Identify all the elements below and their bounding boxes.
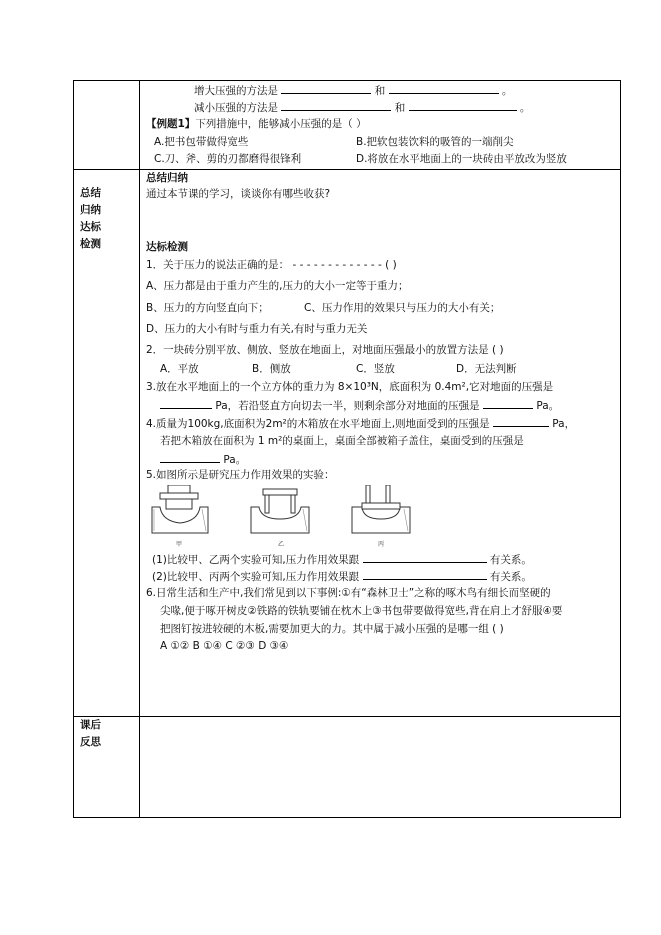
q5-text: (2)比较甲、丙两个实验可知,压力作用效果跟 [152, 571, 360, 583]
decrease-pressure-line [194, 99, 530, 116]
example-text: 下列措施中，能够减小压强的是（ ） [195, 118, 367, 130]
row-divider-2 [74, 716, 620, 717]
question-1: 1．关于压力的说法正确的是： - - - - - - - - - - - - - ( ) [146, 259, 397, 271]
answer-blank[interactable] [281, 82, 371, 94]
answer-blank[interactable] [409, 99, 517, 111]
decrease-label: 减小压强的方法是 [194, 102, 278, 114]
question-4-line-2: 若把木箱放在面积为 1 m²的桌面上，桌面全部被箱子盖住，桌面受到的压强是 [160, 435, 524, 447]
question-5-part-2 [152, 568, 532, 585]
answer-blank[interactable] [483, 397, 533, 409]
question-3-line-2 [160, 397, 559, 414]
question-1-option-a: A、压力都是由于重力产生的,压力的大小一定等于重力； [146, 280, 409, 292]
q4-unit: Pa， [552, 418, 576, 430]
end-punct: 。 [501, 85, 513, 97]
figure-caption: 丙 [378, 541, 385, 548]
end-punct: 。 [519, 102, 531, 114]
q5-text: 有关系。 [489, 571, 532, 583]
q3-unit: Pa。 [536, 400, 560, 412]
increase-label: 增大压强的方法是 [194, 85, 278, 97]
example-option-a: A.把书包带做得宽些 [154, 136, 249, 148]
reflection-side-label [80, 717, 101, 751]
summary-title: 总结归纳 [146, 172, 188, 184]
q4-unit: Pa。 [223, 454, 247, 466]
question-1-option-b: B、压力的方向竖直向下； [146, 302, 269, 314]
worksheet-table [73, 80, 621, 818]
question-4-line-3 [160, 451, 246, 468]
question-6-line-3: 把图钉按进较硬的木板,需要加更大的力。其中属于减小压强的是哪一组 ( ) [160, 623, 504, 635]
question-3-line-1: 3.放在水平地面上的一个立方体的重力为 8×10³N，底面积为 0.4m²,它对地面的压强是 [146, 381, 554, 393]
side-label-line: 课后 [80, 719, 101, 731]
figure-caption: 甲 [176, 541, 183, 548]
question-2: 2．一块砖分别平放、侧放、竖放在地面上，对地面压强最小的放置方法是 ( ) [146, 344, 504, 356]
question-5: 5.如图所示是研究压力作用效果的实验： [146, 469, 335, 481]
q3-text: Pa，若沿竖直方向切去一半，则剩余部分对地面的压强是 [215, 400, 480, 412]
side-label-line: 反思 [80, 736, 101, 748]
and-text: 和 [394, 102, 406, 114]
q5-text: (1)比较甲、乙两个实验可知,压力作用效果跟 [152, 554, 360, 566]
question-1-option-c: C、压力作用的效果只与压力的大小有关； [304, 302, 501, 314]
figure-yi [249, 485, 311, 537]
example-title: 【例题1】 [146, 118, 196, 130]
answer-blank[interactable] [160, 451, 220, 463]
figure-jia [150, 485, 210, 537]
example-option-d: D.将放在水平地面上的一块砖由平放改为竖放 [356, 153, 567, 165]
question-1-option-d: D、压力的大小有时与重力有关,有时与重力无关 [146, 323, 368, 335]
figure-caption: 乙 [278, 541, 285, 548]
figure-bing [350, 485, 412, 537]
test-title: 达标检测 [146, 241, 188, 253]
answer-blank[interactable] [281, 99, 391, 111]
answer-blank[interactable] [363, 551, 487, 563]
example-question [146, 116, 367, 132]
answer-blank[interactable] [160, 397, 212, 409]
question-5-part-1 [152, 551, 532, 568]
side-label-line: 达标 [80, 221, 101, 233]
question-2-option-a: A．平放 [160, 363, 199, 375]
answer-blank[interactable] [389, 82, 499, 94]
q4-text: 4.质量为100kg,底面积为2m²的木箱放在水平地面上,则地面受到的压强是 [146, 418, 490, 430]
question-2-option-b: B．侧放 [252, 363, 291, 375]
side-label-line: 总结 [80, 187, 101, 199]
side-label-line: 检测 [80, 238, 101, 250]
example-option-c: C.刀、斧、剪的刃都磨得很锋利 [154, 153, 302, 165]
question-2-option-c: C．竖放 [356, 363, 395, 375]
and-text: 和 [374, 85, 386, 97]
question-4-line-1 [146, 415, 575, 432]
summary-prompt: 通过本节课的学习，谈谈你有哪些收获? [146, 188, 331, 200]
q5-text: 有关系。 [489, 554, 532, 566]
answer-blank[interactable] [493, 415, 549, 427]
answer-blank[interactable] [363, 568, 487, 580]
question-6-options: A ①② B ①④ C ②③ D ③④ [160, 640, 289, 652]
column-divider [139, 81, 140, 817]
summary-side-label [80, 185, 101, 253]
example-option-b: B.把软包装饮料的吸管的一端削尖 [356, 136, 514, 148]
question-6-line-1: 6.日常生活和生产中,我们常见到以下事例:①有“森林卫士”之称的啄木鸟有细长而坚硬的 [146, 587, 551, 599]
side-label-line: 归纳 [80, 204, 101, 216]
question-6-line-2: 尖喙,便于啄开树皮②铁路的铁轨要铺在枕木上③书包带要做得宽些,背在肩上才舒服④要 [160, 605, 563, 617]
question-2-option-d: D．无法判断 [456, 363, 517, 375]
increase-pressure-line [194, 82, 512, 99]
